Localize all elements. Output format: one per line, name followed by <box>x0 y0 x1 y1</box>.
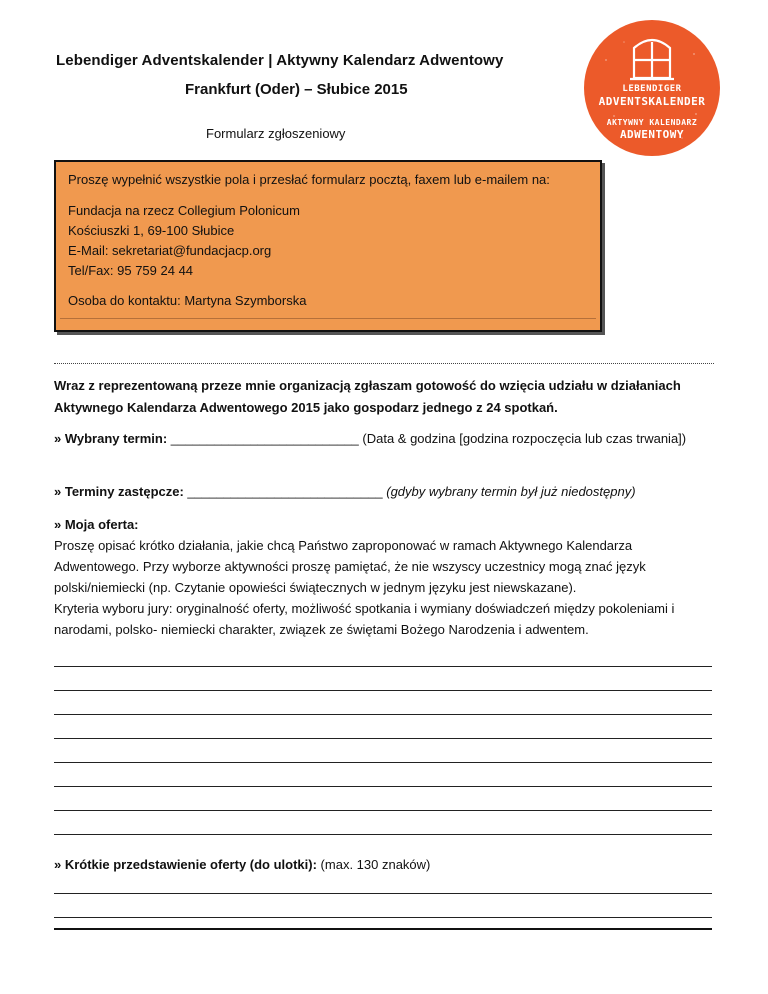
alt-dates-blank[interactable]: ___________________________ <box>183 484 387 499</box>
logo-text-de-2: ADVENTSKALENDER <box>598 95 706 108</box>
chosen-date-blank[interactable]: __________________________ <box>167 431 363 446</box>
chosen-date-hint: (Data & godzina [godzina rozpoczęcia lub czas trwania]) <box>362 431 687 446</box>
offer-answer-line[interactable] <box>54 834 712 835</box>
offer-description: Proszę opisać krótko działania, jakie chcą Państwo zaproponować w ramach Aktywnego Kalendarza Adwentowego. Przy wyborze aktywności proszę pamiętać, że nie wszyscy uczestnicy mogą znać język polski/niemiecki (np. Czytanie opowieści świątecznych w jednym języku jest niewskazane). <box>54 538 646 595</box>
alt-dates-hint: (gdyby wybrany termin był już niedostępny) <box>386 484 636 499</box>
contact-phone: Tel/Fax: 95 759 24 44 <box>68 263 194 278</box>
offer-answer-line[interactable] <box>54 690 712 691</box>
form-title-location: Frankfurt (Oder) – Słubice 2015 <box>185 81 408 98</box>
alt-dates-label: » Terminy zastępcze: <box>54 484 184 499</box>
form-subtitle: Formularz zgłoszeniowy <box>206 126 346 141</box>
short-answer-line[interactable] <box>54 917 712 918</box>
box-divider <box>60 318 596 319</box>
short-presentation-hint: (max. 130 znaków) <box>316 857 431 872</box>
declaration-text: Wraz z reprezentowaną przeze mnie organizacją zgłaszam gotowość do wzięcia udziału w działaniach Aktywnego Kalendarza Adwentowego 2015 jako gospodarz jednego z 24 spotkań. <box>54 378 681 415</box>
offer-answer-line[interactable] <box>54 762 712 763</box>
offer-answer-line[interactable] <box>54 666 712 667</box>
chosen-date-field[interactable] <box>54 428 714 449</box>
short-presentation-field <box>54 854 714 875</box>
offer-answer-line[interactable] <box>54 786 712 787</box>
chosen-date-label: » Wybrany termin: <box>54 431 168 446</box>
advent-calendar-logo <box>584 20 720 156</box>
contact-org: Fundacja na rzecz Collegium Polonicum <box>68 203 300 218</box>
offer-label: » Moja oferta: <box>54 517 139 532</box>
page-bottom-rule <box>54 928 712 930</box>
offer-answer-line[interactable] <box>54 714 712 715</box>
contact-info-box <box>54 160 602 332</box>
short-presentation-label: » Krótkie przedstawienie oferty (do ulotki): <box>54 857 317 872</box>
section-divider <box>54 363 714 364</box>
logo-text-pl-1: AKTYWNY KALENDARZ <box>606 118 698 127</box>
contact-intro: Proszę wypełnić wszystkie pola i przesłać formularz pocztą, faxem lub e-mailem na: <box>68 172 550 187</box>
offer-answer-line[interactable] <box>54 738 712 739</box>
offer-section <box>54 514 714 640</box>
contact-address: Kościuszki 1, 69-100 Słubice <box>68 223 235 238</box>
short-answer-line[interactable] <box>54 893 712 894</box>
contact-email: E-Mail: sekretariat@fundacjacp.org <box>68 243 272 258</box>
form-title: Lebendiger Adventskalender | Aktywny Kalendarz Adwentowy <box>56 52 504 69</box>
logo-text-de-1: LEBENDIGER <box>622 84 682 94</box>
contact-person: Osoba do kontaktu: Martyna Szymborska <box>68 293 307 308</box>
offer-answer-line[interactable] <box>54 810 712 811</box>
offer-criteria: Kryteria wyboru jury: oryginalność oferty, możliwość spotkania i wymiany doświadczeń między pokoleniami i narodami, polsko- niemiecki charakter, związek ze świętami Bożego Narodzenia i adwentem. <box>54 601 675 637</box>
alt-dates-field[interactable] <box>54 481 714 502</box>
logo-text-pl-2: ADWENTOWY <box>619 128 685 141</box>
